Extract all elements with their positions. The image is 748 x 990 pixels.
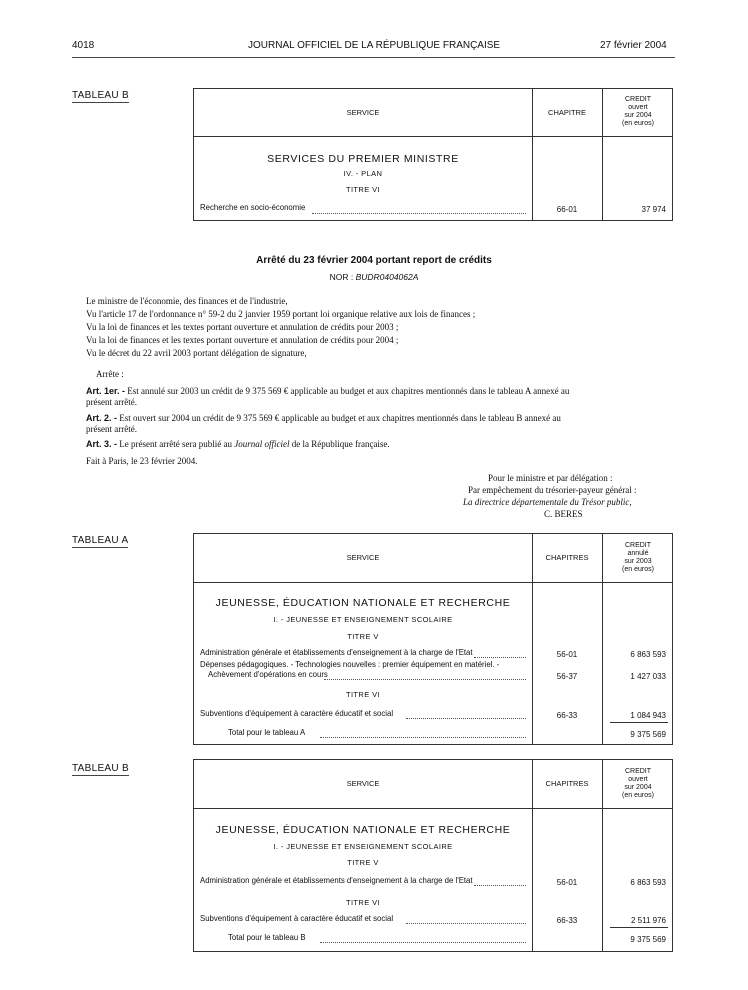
tableau-b [193,759,673,952]
col-chapitres-header: CHAPITRES [545,779,589,788]
col-credit-header: CREDIT ouvert sur 2004 (en euros) [622,96,654,127]
row-amount: 1 084 943 [630,711,666,720]
total-label: Total pour le tableau A [228,728,306,737]
nor-reference: NOR : BUDR0404062A [329,272,419,282]
visa-line: Le ministre de l'économie, des finances et de l'industrie, [86,296,288,306]
tableau-b-label: TABLEAU B [72,763,129,774]
header-rule [72,57,675,58]
journal-title: JOURNAL OFFICIEL DE LA RÉPUBLIQUE FRANÇAISE [248,40,501,51]
col-chapitre-header: CHAPITRE [548,108,586,117]
subsection: I. - JEUNESSE ET ENSEIGNEMENT SCOLAIRE [273,615,453,624]
titre-v-label: TITRE V [347,858,379,867]
row-chapitre: 66-33 [556,711,578,720]
row-chapitre: 56-37 [556,672,578,681]
total-label: Total pour le tableau B [228,933,306,942]
visa-line: Vu le décret du 22 avril 2003 portant délégation de signature, [86,348,307,358]
row-amount: 1 427 033 [630,672,666,681]
col-service-header: SERVICE [346,108,380,117]
titre-vi-label: TITRE VI [345,690,381,699]
row-amount: 6 863 593 [630,650,666,659]
row-amount: 37 974 [641,205,666,214]
row-label: Recherche en socio-économie [200,203,306,212]
row-chapitre: 66-33 [556,916,578,925]
col-service-header: SERVICE [346,553,380,562]
col-credit-header: CREDIT ouvert sur 2004 (en euros) [622,768,654,799]
signature-line: Pour le ministre et par délégation : [488,473,613,483]
article-2: Art. 2. - Est ouvert sur 2004 un crédit de 9 375 569 € applicable au budget et aux chapitres mentionnés dans le tableau B annexé au [86,413,561,423]
tableau-b-top [193,88,673,221]
row-amount: 6 863 593 [630,878,666,887]
section-title: JEUNESSE, ÉDUCATION NATIONALE ET RECHERCHE [215,824,511,836]
signature-title: La directrice départementale du Trésor public, [463,497,632,507]
fait-a-paris: Fait à Paris, le 23 février 2004. [86,456,198,466]
row-chapitre: 56-01 [556,878,578,887]
arrete-title: Arrêté du 23 février 2004 portant report de crédits [256,255,492,266]
total-amount: 9 375 569 [630,935,666,944]
titre-label: TITRE VI [345,185,381,194]
tableau-a [193,533,673,745]
col-service-header: SERVICE [346,779,380,788]
article-2-cont: présent arrêté. [86,424,137,434]
article-1: Art. 1er. - Est annulé sur 2003 un crédit de 9 375 569 € applicable au budget et aux chapitres mentionnés dans le tableau A annexé au [86,386,570,396]
row-label: Subventions d'équipement à caractère éducatif et social [200,914,394,923]
section-title: SERVICES DU PREMIER MINISTRE [267,153,459,165]
signature-name: C. BERES [544,509,583,519]
page-number: 4018 [72,40,95,51]
visa-line: Vu la loi de finances et les textes portant ouverture et annulation de crédits pour 2004 ; [86,335,399,345]
row-chapitre: 66-01 [556,205,578,214]
total-amount: 9 375 569 [630,730,666,739]
row-label-cont: Achèvement d'opérations en cours [208,670,328,679]
row-amount: 2 511 976 [631,916,666,925]
article-3: Art. 3. - Le présent arrêté sera publié au Journal officiel de la République française. [86,439,390,449]
titre-vi-label: TITRE VI [345,898,381,907]
visa-line: Vu l'article 17 de l'ordonnance n° 59-2 du 2 janvier 1959 portant loi organique relative aux lois de finances ; [86,309,476,319]
titre-v-label: TITRE V [347,632,379,641]
arrete-word: Arrête : [96,369,124,379]
row-label: Administration générale et établissements d'enseignement à la charge de l'Etat [200,876,473,885]
row-chapitre: 56-01 [556,650,578,659]
col-chapitres-header: CHAPITRES [545,553,589,562]
article-1-cont: présent arrêté. [86,397,137,407]
signature-line: Par empêchement du trésorier-payeur général : [468,485,637,495]
visa-line: Vu la loi de finances et les textes portant ouverture et annulation de crédits pour 2003 ; [86,322,399,332]
publication-date: 27 février 2004 [600,40,667,51]
subsection: I. - JEUNESSE ET ENSEIGNEMENT SCOLAIRE [273,842,453,851]
row-label: Subventions d'équipement à caractère éducatif et social [200,709,394,718]
tableau-a-label: TABLEAU A [72,535,129,546]
section-title: JEUNESSE, ÉDUCATION NATIONALE ET RECHERCHE [215,597,511,609]
row-label: Administration générale et établissements d'enseignement à la charge de l'Etat [200,648,473,657]
row-label: Dépenses pédagogiques. - Technologies nouvelles : premier équipement en matériel. - [200,660,500,669]
tableau-b-top-label: TABLEAU B [72,90,129,101]
col-credit-header: CREDIT annulé sur 2003 (en euros) [622,542,654,573]
subsection: IV. - PLAN [343,169,383,178]
